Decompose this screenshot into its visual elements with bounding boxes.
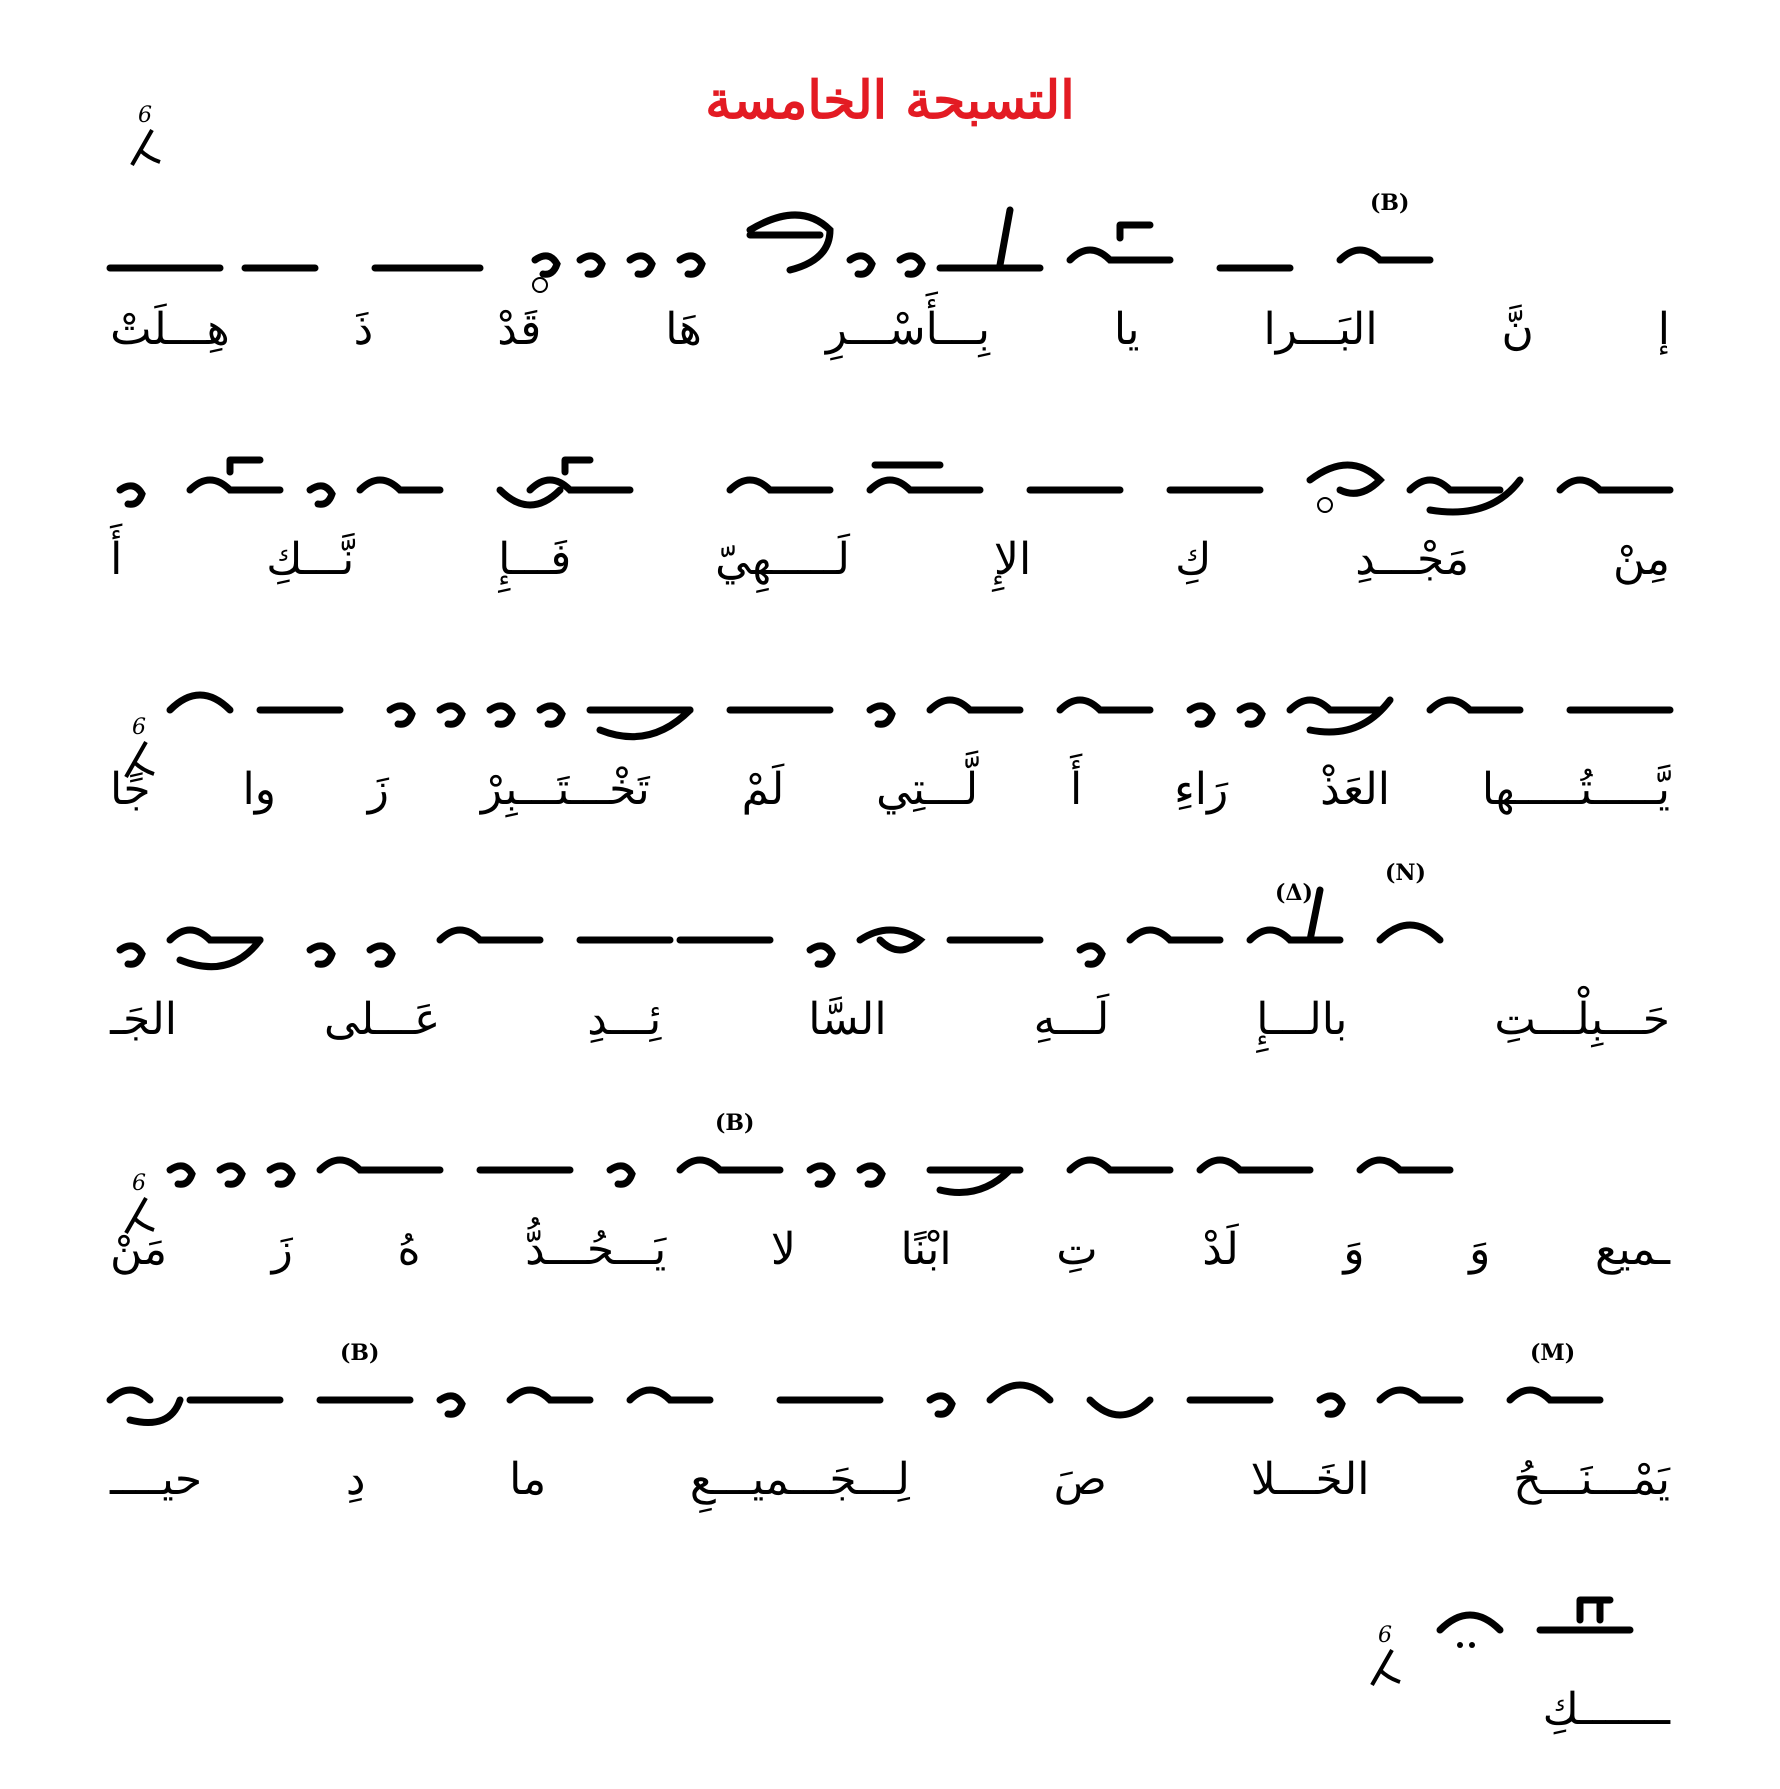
syllable: مِنْ	[1612, 534, 1670, 585]
neume-line	[110, 420, 1670, 530]
syllable: لَّـــتِي	[876, 764, 979, 815]
lyrics-line-7	[1430, 1680, 1670, 1740]
mark-m-label: (M)	[1530, 1340, 1576, 1366]
syllable: الخَـــلا	[1250, 1454, 1370, 1505]
syllable: ئِـــدِ	[587, 994, 662, 1045]
syllable: لَـــــهِيّ	[715, 534, 850, 585]
syllable: صَ	[1053, 1454, 1107, 1505]
lyrics-line-1	[110, 300, 1670, 360]
syllable: يَّـــــتُـــــها	[1481, 764, 1670, 815]
syllable: لَـــهِ	[1033, 994, 1110, 1045]
syllable: جًا	[110, 764, 151, 815]
neume-line	[110, 190, 1670, 300]
female-sign-icon	[533, 278, 547, 292]
syllable: هَا	[665, 304, 702, 355]
neume-line	[110, 860, 1670, 990]
syllable: حَـــبِلْـــتِ	[1494, 994, 1670, 1045]
syllable: لَدْ	[1202, 1224, 1239, 1275]
svg-text:6: 6	[138, 103, 152, 128]
syllable: مَجْـــدِ	[1355, 534, 1470, 585]
syllable: تِ	[1056, 1224, 1098, 1275]
syllable: دِ	[345, 1454, 366, 1505]
notation-system-1	[110, 190, 1670, 390]
neume-line	[110, 1340, 1670, 1450]
notation-system-4	[110, 860, 1670, 1080]
syllable: زَ	[271, 1224, 293, 1275]
lyrics-line-6	[110, 1450, 1670, 1510]
syllable: زَ	[367, 764, 390, 815]
lyrics-line-5	[110, 1220, 1670, 1280]
syllable: أَ	[110, 534, 123, 585]
syllable: إ	[1657, 304, 1670, 355]
syllable: عَـــلى	[324, 994, 441, 1045]
lyrics-line-4	[110, 990, 1670, 1050]
syllable: بِـــأَسْـــرِ	[825, 304, 990, 355]
notation-system-2	[110, 420, 1670, 620]
mode-6-sign-icon	[118, 100, 178, 180]
syllable: تَخْـــتَـــبِرْ	[480, 764, 650, 815]
mark-b-label: (B)	[340, 1340, 380, 1366]
syllable: وا	[242, 764, 276, 815]
syllable: ـــــــكِ	[1542, 1684, 1670, 1735]
syllable: أَ	[1069, 764, 1083, 815]
syllable: الإِ	[993, 534, 1032, 585]
syllable: لا	[770, 1224, 796, 1275]
svg-text:6: 6	[132, 1171, 146, 1196]
syllable: يَمْـــنَـــحُ	[1513, 1454, 1670, 1505]
notation-system-7	[1430, 1570, 1670, 1770]
syllable: لِـــجَـــميـــعِ	[689, 1454, 910, 1505]
syllable: كِ	[1175, 534, 1212, 585]
syllable: نَّـــكِ	[266, 534, 355, 585]
syllable: هُ	[397, 1224, 421, 1275]
neume-line	[110, 650, 1670, 760]
syllable: العَذْ	[1320, 764, 1391, 815]
notation-system-5	[110, 1110, 1670, 1310]
syllable: البَـــرا	[1263, 304, 1378, 355]
mark-n-label: (N)	[1385, 860, 1426, 886]
mark-b-label: (B)	[715, 1110, 755, 1136]
mark-b-label: (B)	[1370, 190, 1410, 216]
syllable: ابْنًا	[900, 1224, 952, 1275]
syllable: يَـــحُـــدُّ	[525, 1224, 667, 1275]
syllable: الجَـ	[110, 994, 178, 1045]
syllable: يا	[1113, 304, 1140, 355]
syllable: هِـــلَتْ	[110, 304, 230, 355]
neume-line	[1430, 1570, 1670, 1680]
syllable: ذَ	[353, 304, 374, 355]
syllable: فَـــإِ	[498, 534, 572, 585]
syllable: وَ	[1343, 1224, 1365, 1275]
syllable: قَدْ	[497, 304, 542, 355]
neume-line	[110, 1110, 1670, 1220]
notation-system-6	[110, 1340, 1670, 1540]
syllable: رَاءِ	[1174, 764, 1229, 815]
lyrics-line-2	[110, 530, 1670, 590]
syllable: ما	[509, 1454, 547, 1505]
syllable: بالـــإِ	[1256, 994, 1348, 1045]
syllable: حيــــ	[110, 1454, 203, 1505]
syllable: السَّا	[808, 994, 887, 1045]
syllable: مَنْ	[110, 1224, 168, 1275]
female-sign-icon	[1318, 498, 1332, 512]
mode-6-sign-icon	[1358, 1620, 1418, 1700]
syllable: لَمْ	[741, 764, 785, 815]
svg-text:6: 6	[132, 715, 146, 740]
notation-system-3	[110, 650, 1670, 850]
svg-text:6: 6	[1378, 1623, 1392, 1648]
syllable: نَّ	[1501, 304, 1534, 355]
lyrics-line-3	[110, 760, 1670, 820]
mark-delta-label: (Δ)	[1275, 880, 1313, 906]
page-title: التسبحة الخامسة	[705, 70, 1075, 131]
syllable: ـميع	[1594, 1224, 1670, 1275]
syllable: وَ	[1469, 1224, 1491, 1275]
